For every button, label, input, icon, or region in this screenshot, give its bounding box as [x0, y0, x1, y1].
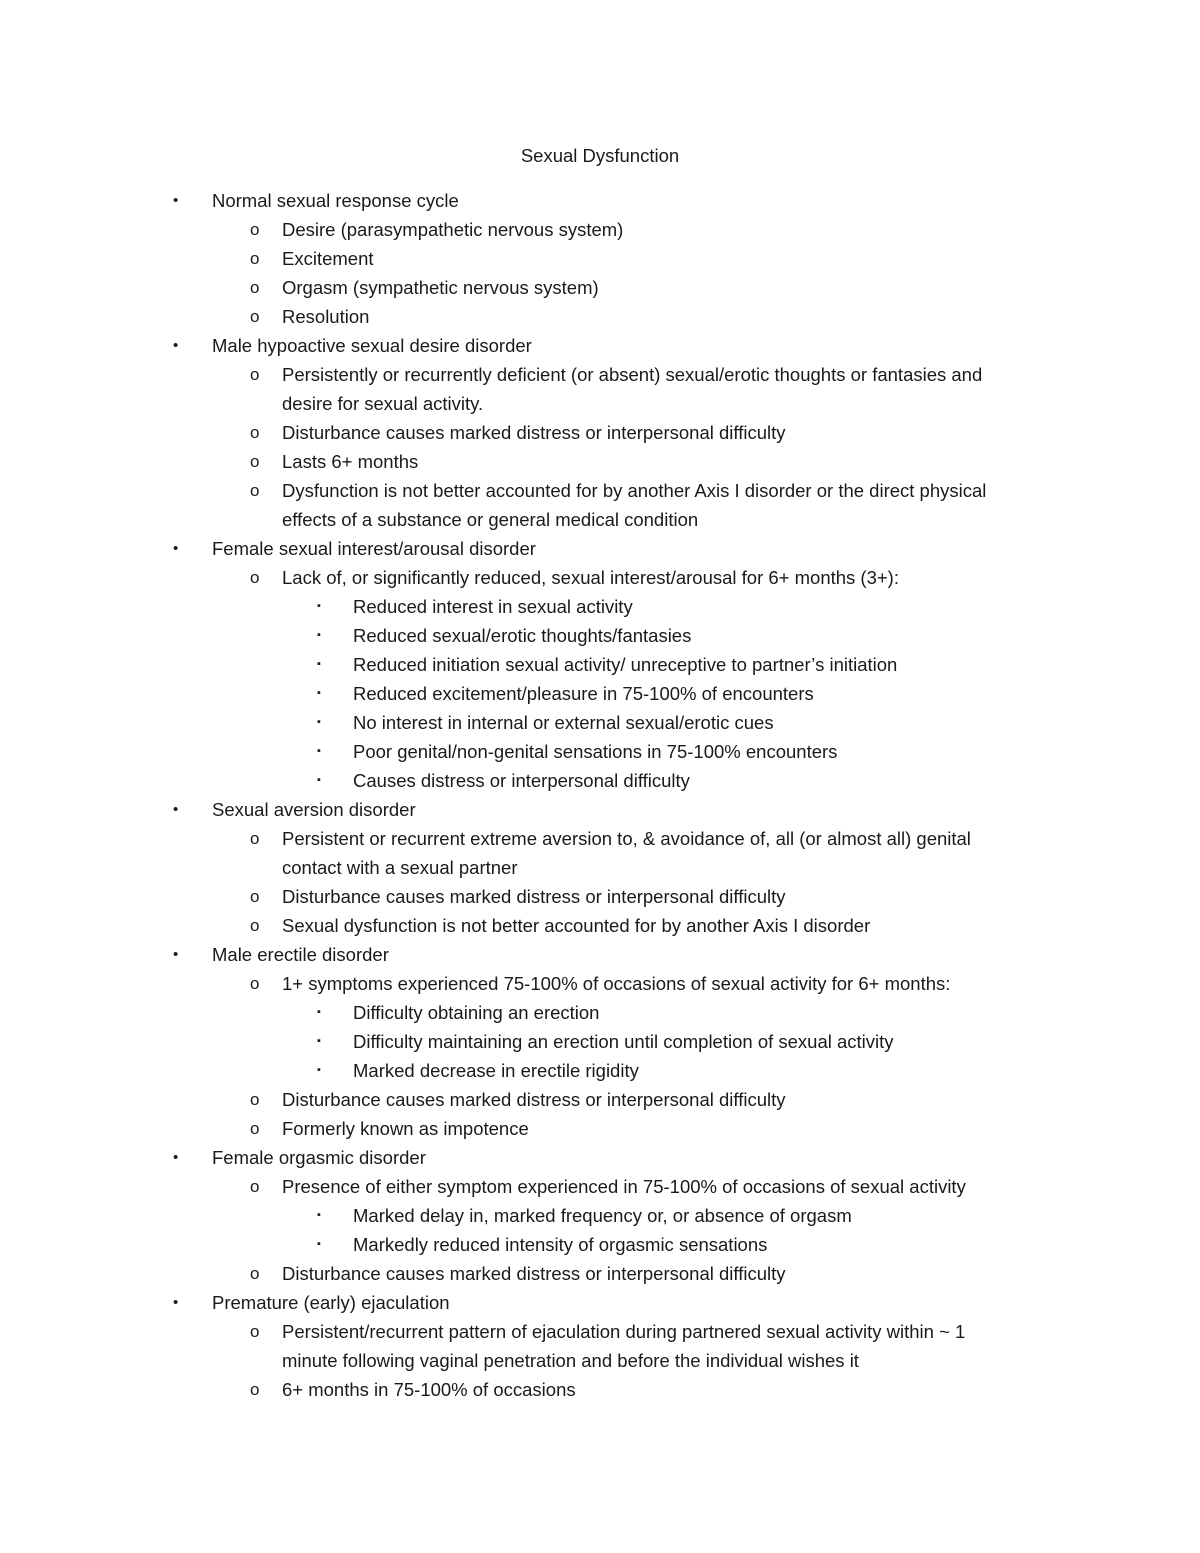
sub-list-item: [0, 708, 1200, 737]
bullet-marker-icon: o: [250, 887, 260, 906]
sub-list-item: [0, 592, 1200, 621]
list-item-text: Reduced excitement/pleasure in 75-100% of encounters: [353, 683, 814, 704]
bullet-marker-icon: o: [250, 249, 260, 268]
bullet-marker-icon: ▪: [317, 600, 321, 612]
bullet-marker-icon: o: [250, 365, 260, 384]
list-item-text: Reduced interest in sexual activity: [353, 596, 633, 617]
list-item-text: Sexual dysfunction is not better accounted for by another Axis I disorder: [282, 915, 871, 936]
list-item: [0, 1114, 1200, 1143]
list-item-text: Disturbance causes marked distress or interpersonal difficulty: [282, 1263, 786, 1284]
list-item-text: Resolution: [282, 306, 370, 327]
list-item: [0, 418, 1200, 447]
list-item-text: Disturbance causes marked distress or interpersonal difficulty: [282, 422, 786, 443]
list-item-text: Presence of either symptom experienced in 75-100% of occasions of sexual activity: [282, 1176, 966, 1197]
list-item-continuation: effects of a substance or general medical condition: [282, 509, 699, 530]
list-item-text: Dysfunction is not better accounted for by another Axis I disorder or the direct physical: [282, 480, 987, 501]
list-item-text: Sexual aversion disorder: [212, 799, 416, 820]
sub-list-item: [0, 737, 1200, 766]
section-heading: [0, 186, 1200, 215]
list-item: [0, 1172, 1200, 1201]
list-item-text: Formerly known as impotence: [282, 1118, 529, 1139]
list-item: [0, 360, 1200, 418]
bullet-marker-icon: ▪: [317, 774, 321, 786]
bullet-marker-icon: ▪: [317, 1006, 321, 1018]
sub-list-item: [0, 998, 1200, 1027]
bullet-marker-icon: o: [250, 481, 260, 500]
bullet-marker-icon: •: [173, 801, 179, 818]
bullet-marker-icon: ▪: [317, 1064, 321, 1076]
list-item-continuation: minute following vaginal penetration and before the individual wishes it: [282, 1350, 859, 1371]
list-item: [0, 824, 1200, 882]
bullet-marker-icon: o: [250, 278, 260, 297]
list-item-text: Markedly reduced intensity of orgasmic sensations: [353, 1234, 768, 1255]
list-item-text: Male erectile disorder: [212, 944, 389, 965]
list-item: [0, 1375, 1200, 1404]
bullet-marker-icon: •: [173, 1294, 179, 1311]
bullet-marker-icon: ▪: [317, 629, 321, 641]
list-item-text: Difficulty obtaining an erection: [353, 1002, 600, 1023]
sub-list-item: [0, 1027, 1200, 1056]
list-item: [0, 447, 1200, 476]
list-item-text: Persistent/recurrent pattern of ejaculation during partnered sexual activity within ~ 1: [282, 1321, 966, 1342]
list-item-text: Disturbance causes marked distress or interpersonal difficulty: [282, 1089, 786, 1110]
list-item-continuation: contact with a sexual partner: [282, 857, 518, 878]
list-item-text: Lasts 6+ months: [282, 451, 419, 472]
bullet-marker-icon: o: [250, 220, 260, 239]
list-item: [0, 244, 1200, 273]
list-item: [0, 273, 1200, 302]
bullet-marker-icon: •: [173, 192, 179, 209]
bullet-marker-icon: o: [250, 423, 260, 442]
bullet-marker-icon: •: [173, 337, 179, 354]
bullet-marker-icon: o: [250, 1264, 260, 1283]
bullet-marker-icon: o: [250, 1119, 260, 1138]
list-item-text: Reduced initiation sexual activity/ unreceptive to partner’s initiation: [353, 654, 898, 675]
list-item: [0, 563, 1200, 592]
bullet-marker-icon: o: [250, 1177, 260, 1196]
bullet-marker-icon: •: [173, 1149, 179, 1166]
list-item-text: Disturbance causes marked distress or interpersonal difficulty: [282, 886, 786, 907]
list-item: [0, 969, 1200, 998]
sub-list-item: [0, 679, 1200, 708]
bullet-marker-icon: ▪: [317, 658, 321, 670]
list-item-text: Marked decrease in erectile rigidity: [353, 1060, 639, 1081]
section-heading: [0, 1288, 1200, 1317]
list-item: [0, 215, 1200, 244]
list-item-text: Poor genital/non-genital sensations in 75-100% encounters: [353, 741, 838, 762]
list-item-text: Orgasm (sympathetic nervous system): [282, 277, 599, 298]
bullet-marker-icon: o: [250, 974, 260, 993]
list-item-text: Female sexual interest/arousal disorder: [212, 538, 536, 559]
bullet-marker-icon: •: [173, 540, 179, 557]
list-item-text: Premature (early) ejaculation: [212, 1292, 450, 1313]
bullet-marker-icon: •: [173, 946, 179, 963]
sub-list-item: [0, 650, 1200, 679]
list-item-text: Reduced sexual/erotic thoughts/fantasies: [353, 625, 692, 646]
list-item-text: Causes distress or interpersonal difficulty: [353, 770, 690, 791]
bullet-marker-icon: o: [250, 307, 260, 326]
sub-list-item: [0, 1230, 1200, 1259]
list-item-text: Persistent or recurrent extreme aversion to, & avoidance of, all (or almost all) genital: [282, 828, 971, 849]
sub-list-item: [0, 1056, 1200, 1085]
section-heading: [0, 940, 1200, 969]
list-item-text: Marked delay in, marked frequency or, or absence of orgasm: [353, 1205, 852, 1226]
list-item-text: Desire (parasympathetic nervous system): [282, 219, 624, 240]
bullet-marker-icon: o: [250, 1380, 260, 1399]
list-item: [0, 476, 1200, 534]
bullet-marker-icon: o: [250, 452, 260, 471]
list-item-text: Female orgasmic disorder: [212, 1147, 426, 1168]
list-item-text: Lack of, or significantly reduced, sexual interest/arousal for 6+ months (3+):: [282, 567, 899, 588]
bullet-marker-icon: o: [250, 916, 260, 935]
list-item: [0, 882, 1200, 911]
list-item-text: Excitement: [282, 248, 374, 269]
list-item-text: 6+ months in 75-100% of occasions: [282, 1379, 576, 1400]
list-item: [0, 1259, 1200, 1288]
sub-list-item: [0, 621, 1200, 650]
bullet-marker-icon: ▪: [317, 1035, 321, 1047]
bullet-marker-icon: ▪: [317, 687, 321, 699]
list-item-text: 1+ symptoms experienced 75-100% of occasions of sexual activity for 6+ months:: [282, 973, 951, 994]
bullet-marker-icon: ▪: [317, 1209, 321, 1221]
list-item-text: No interest in internal or external sexual/erotic cues: [353, 712, 774, 733]
sub-list-item: [0, 1201, 1200, 1230]
section-heading: [0, 795, 1200, 824]
list-item: [0, 911, 1200, 940]
bullet-marker-icon: o: [250, 1090, 260, 1109]
list-item: [0, 302, 1200, 331]
bullet-marker-icon: ▪: [317, 745, 321, 757]
list-item-text: Male hypoactive sexual desire disorder: [212, 335, 532, 356]
list-item-continuation: desire for sexual activity.: [282, 393, 484, 414]
bullet-marker-icon: o: [250, 829, 260, 848]
sub-list-item: [0, 766, 1200, 795]
bullet-marker-icon: ▪: [317, 1238, 321, 1250]
list-item: [0, 1317, 1200, 1375]
bullet-marker-icon: o: [250, 568, 260, 587]
bullet-marker-icon: o: [250, 1322, 260, 1341]
page-title: Sexual Dysfunction: [520, 145, 680, 166]
section-heading: [0, 1143, 1200, 1172]
list-item-text: Persistently or recurrently deficient (or absent) sexual/erotic thoughts or fantasies and: [282, 364, 983, 385]
section-heading: [0, 534, 1200, 563]
section-heading: [0, 331, 1200, 360]
list-item-text: Normal sexual response cycle: [212, 190, 459, 211]
bullet-marker-icon: ▪: [317, 716, 321, 728]
list-item: [0, 1085, 1200, 1114]
list-item-text: Difficulty maintaining an erection until completion of sexual activity: [353, 1031, 894, 1052]
outline-list: [0, 186, 1200, 1404]
